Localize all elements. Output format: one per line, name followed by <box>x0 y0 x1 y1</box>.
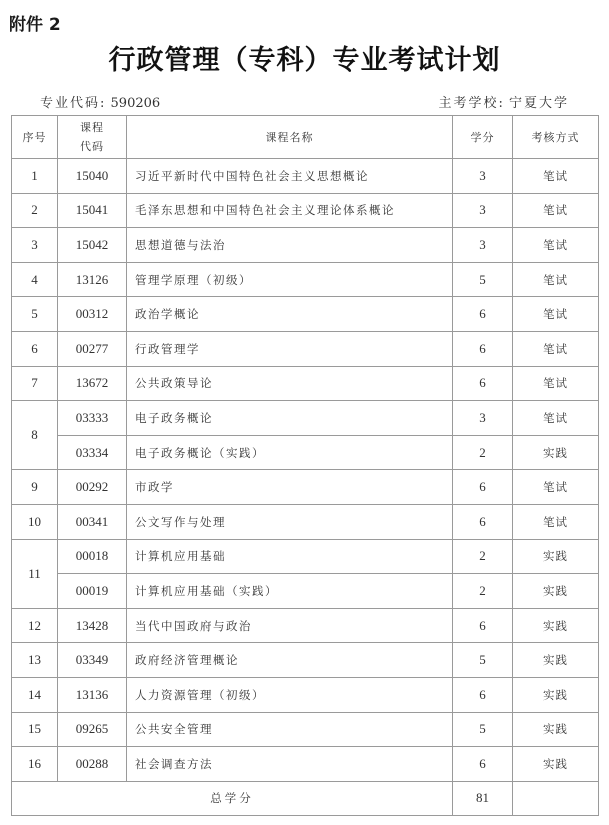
cell-name: 当代中国政府与政治 <box>127 608 453 643</box>
table-row <box>12 747 599 782</box>
cell-code: 00312 <box>58 297 127 332</box>
cell-credits: 3 <box>453 193 513 228</box>
cell-code: 13428 <box>58 608 127 643</box>
major-code-info <box>40 92 160 111</box>
header-seq: 序号 <box>12 116 58 159</box>
cell-mode: 笔试 <box>513 262 599 297</box>
cell-mode: 实践 <box>513 677 599 712</box>
header-credits: 学分 <box>453 116 513 159</box>
cell-credits: 3 <box>453 228 513 263</box>
attachment-label: 附件 2 <box>9 15 61 35</box>
cell-name: 公共安全管理 <box>127 712 453 747</box>
school-info <box>438 92 569 111</box>
cell-code: 00019 <box>58 574 127 609</box>
cell-seq: 7 <box>12 366 58 401</box>
major-code-value: 590206 <box>110 96 161 111</box>
cell-name: 习近平新时代中国特色社会主义思想概论 <box>127 159 453 194</box>
cell-seq: 12 <box>12 608 58 643</box>
cell-code: 13136 <box>58 677 127 712</box>
table-header-row <box>12 116 599 159</box>
cell-seq: 5 <box>12 297 58 332</box>
cell-seq: 16 <box>12 747 58 782</box>
table-row <box>12 262 599 297</box>
table-row <box>12 712 599 747</box>
cell-name: 计算机应用基础 <box>127 539 453 574</box>
cell-credits: 6 <box>453 677 513 712</box>
total-credits-value: 81 <box>453 781 513 816</box>
cell-mode: 实践 <box>513 539 599 574</box>
cell-credits: 3 <box>453 401 513 436</box>
cell-name: 人力资源管理（初级） <box>127 677 453 712</box>
cell-seq: 13 <box>12 643 58 678</box>
table-row <box>12 297 599 332</box>
cell-code: 00292 <box>58 470 127 505</box>
cell-mode: 实践 <box>513 747 599 782</box>
cell-mode: 实践 <box>513 712 599 747</box>
cell-mode: 笔试 <box>513 159 599 194</box>
cell-code: 15040 <box>58 159 127 194</box>
cell-credits: 2 <box>453 435 513 470</box>
cell-code: 13672 <box>58 366 127 401</box>
cell-code: 00288 <box>58 747 127 782</box>
cell-mode: 实践 <box>513 435 599 470</box>
document-title: 行政管理（专科）专业考试计划 <box>108 45 501 76</box>
cell-credits: 6 <box>453 504 513 539</box>
cell-code: 00277 <box>58 331 127 366</box>
header-code-line1: 课程 <box>80 121 104 134</box>
cell-mode: 笔试 <box>513 228 599 263</box>
cell-seq: 15 <box>12 712 58 747</box>
exam-plan-table <box>11 115 599 816</box>
cell-name: 政治学概论 <box>127 297 453 332</box>
cell-name: 毛泽东思想和中国特色社会主义理论体系概论 <box>127 193 453 228</box>
table-row <box>12 608 599 643</box>
cell-mode: 笔试 <box>513 297 599 332</box>
cell-mode: 笔试 <box>513 193 599 228</box>
header-code-line2: 代码 <box>80 140 104 153</box>
cell-seq: 4 <box>12 262 58 297</box>
cell-mode: 笔试 <box>513 366 599 401</box>
cell-name: 管理学原理（初级） <box>127 262 453 297</box>
cell-name: 社会调查方法 <box>127 747 453 782</box>
cell-code: 03349 <box>58 643 127 678</box>
table-row <box>12 435 599 470</box>
cell-name: 计算机应用基础（实践） <box>127 574 453 609</box>
cell-name: 思想道德与法治 <box>127 228 453 263</box>
cell-code: 15042 <box>58 228 127 263</box>
cell-credits: 3 <box>453 159 513 194</box>
total-row <box>12 781 599 816</box>
table-row <box>12 504 599 539</box>
cell-mode: 实践 <box>513 643 599 678</box>
cell-credits: 6 <box>453 608 513 643</box>
cell-seq: 10 <box>12 504 58 539</box>
cell-name: 行政管理学 <box>127 331 453 366</box>
cell-code: 09265 <box>58 712 127 747</box>
table-row <box>12 193 599 228</box>
cell-code: 00018 <box>58 539 127 574</box>
cell-seq: 2 <box>12 193 58 228</box>
cell-seq: 3 <box>12 228 58 263</box>
cell-credits: 6 <box>453 297 513 332</box>
cell-mode: 笔试 <box>513 401 599 436</box>
cell-code: 15041 <box>58 193 127 228</box>
cell-mode: 笔试 <box>513 504 599 539</box>
major-code-label: 专业代码: <box>40 96 107 111</box>
cell-code: 03334 <box>58 435 127 470</box>
cell-credits: 6 <box>453 470 513 505</box>
cell-seq: 1 <box>12 159 58 194</box>
cell-name: 电子政务概论（实践） <box>127 435 453 470</box>
cell-credits: 6 <box>453 366 513 401</box>
table-row <box>12 159 599 194</box>
table-row <box>12 401 599 436</box>
cell-credits: 6 <box>453 331 513 366</box>
cell-credits: 5 <box>453 262 513 297</box>
table-row <box>12 643 599 678</box>
cell-name: 市政学 <box>127 470 453 505</box>
table-row <box>12 677 599 712</box>
header-exam-mode: 考核方式 <box>513 116 599 159</box>
cell-name: 政府经济管理概论 <box>127 643 453 678</box>
table-row <box>12 470 599 505</box>
cell-seq: 9 <box>12 470 58 505</box>
cell-mode: 笔试 <box>513 331 599 366</box>
table-row <box>12 331 599 366</box>
cell-mode: 笔试 <box>513 470 599 505</box>
cell-seq: 8 <box>12 401 58 470</box>
cell-credits: 5 <box>453 712 513 747</box>
header-code <box>58 116 127 159</box>
header-name: 课程名称 <box>127 116 453 159</box>
cell-name: 公共政策导论 <box>127 366 453 401</box>
cell-code: 13126 <box>58 262 127 297</box>
cell-mode: 实践 <box>513 608 599 643</box>
cell-seq: 6 <box>12 331 58 366</box>
cell-name: 电子政务概论 <box>127 401 453 436</box>
cell-seq: 11 <box>12 539 58 608</box>
table-row <box>12 366 599 401</box>
cell-credits: 5 <box>453 643 513 678</box>
school-value: 宁夏大学 <box>508 96 569 111</box>
cell-credits: 2 <box>453 574 513 609</box>
cell-credits: 2 <box>453 539 513 574</box>
total-mode-empty <box>513 781 599 816</box>
cell-seq: 14 <box>12 677 58 712</box>
cell-code: 00341 <box>58 504 127 539</box>
table-row <box>12 574 599 609</box>
table-row <box>12 539 599 574</box>
cell-name: 公文写作与处理 <box>127 504 453 539</box>
school-label: 主考学校: <box>438 96 505 111</box>
cell-code: 03333 <box>58 401 127 436</box>
cell-mode: 实践 <box>513 574 599 609</box>
table-row <box>12 228 599 263</box>
cell-credits: 6 <box>453 747 513 782</box>
total-credits-label: 总学分 <box>12 781 453 816</box>
